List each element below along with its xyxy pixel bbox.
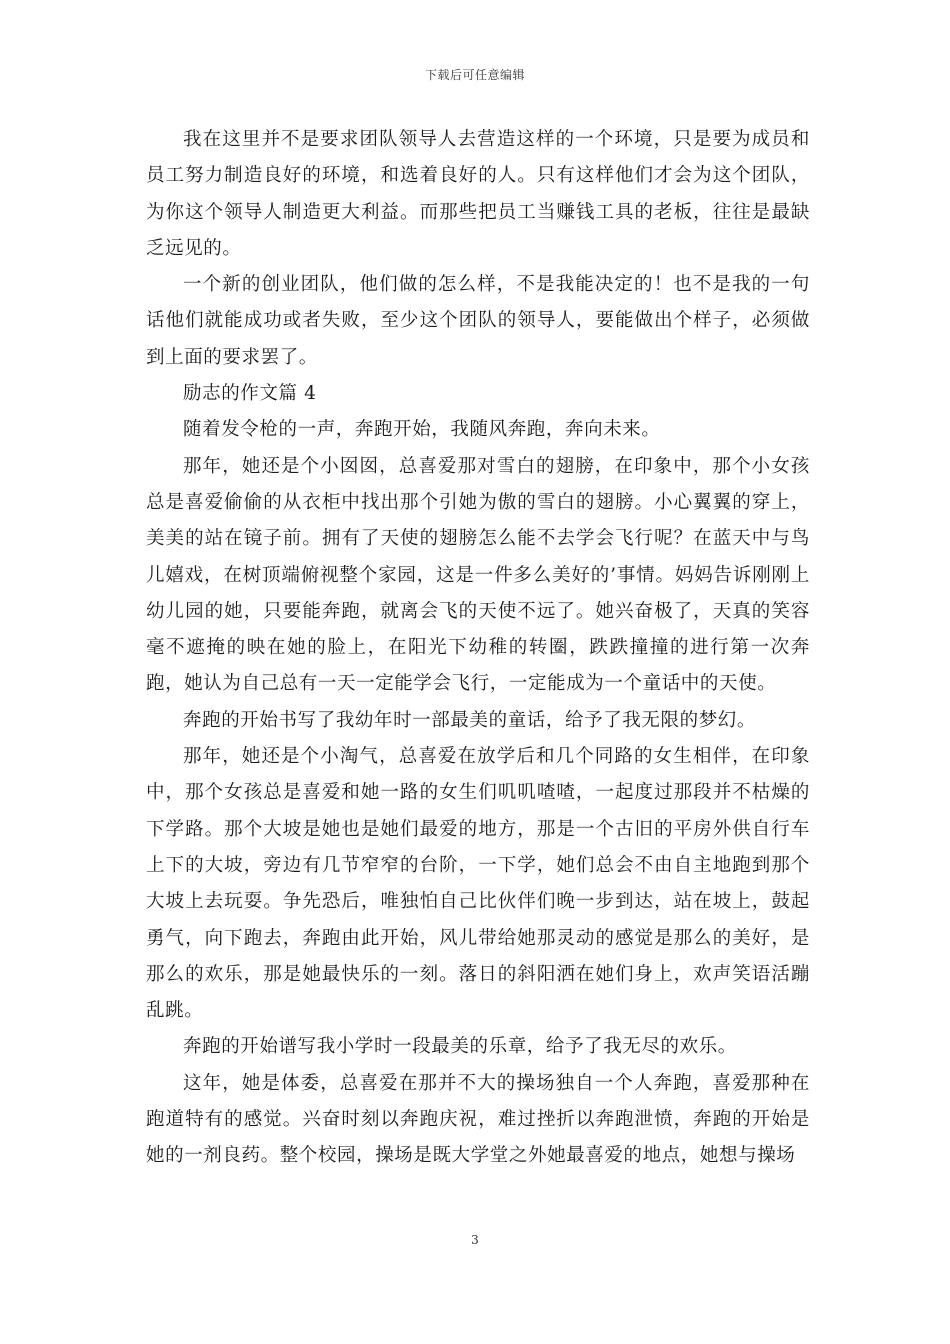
- page-header: 下载后可任意编辑: [424, 68, 525, 82]
- document-body: [146, 122, 810, 1175]
- paragraph: 奔跑的开始书写了我幼年时一部最美的童话，给予了我无限的梦幻。: [183, 709, 757, 731]
- paragraph: 随着发令枪的一声，奔跑开始，我随风奔跑，奔向未来。: [183, 419, 661, 441]
- paragraph: 奔跑的开始谱写我小学时一段最美的乐章，给予了我无尽的欢乐。: [183, 1036, 737, 1058]
- paragraph: 那年，她还是个小囡囡，总喜爱那对雪白的翅膀，在印象中，那个小女孩总是喜爱偷偷的从衣柜中找出那个引她为傲的雪白的翅膀。小心翼翼的穿上，美美的站在镜子前。拥有了天使的翅膀怎么能不去学会飞行呢？在蓝天中与鸟儿嬉戏，在树顶端俯视整个家园，这是一件多么美好的’事情。妈妈告诉刚刚上幼儿园的她，只要能奔跑，就离会飞的天使不远了。她兴奋极了，天真的笑容毫不遮掩的映在她的脸上，在阳光下幼稚的转圈，跌跌撞撞的进行第一次奔跑，她认为自己总有一天一定能学会飞行，一定能成为一个童话中的天使。: [146, 455, 810, 695]
- paragraph: 一个新的创业团队，他们做的怎么样，不是我能决定的！也不是我的一句话他们就能成功或者失败，至少这个团队的领导人，要能做出个样子，必须做到上面的要求罢了。: [146, 274, 810, 368]
- page-number: 3: [471, 1233, 479, 1247]
- paragraph: 这年，她是体委，总喜爱在那并不大的操场独自一个人奔跑，喜爱那种在跑道特有的感觉。兴奋时刻以奔跑庆祝，难过挫折以奔跑泄愤，奔跑的开始是她的一剂良药。整个校园，操场是既大学堂之外她最喜爱的地点，她想与操场: [146, 1072, 810, 1167]
- paragraph: 那年，她还是个小淘气，总喜爱在放学后和几个同路的女生相伴，在印象中，那个女孩总是喜爱和她一路的女生们叽叽喳喳，一起度过那段并不枯燥的下学路。那个大坡是她也是她们最爱的地方，那是一个古旧的平房外供自行车上下的大坡，旁边有几节窄窄的台阶，一下学，她们总会不由自主地跑到那个大坡上去玩耍。争先恐后，唯独怕自己比伙伴们晚一步到达，站在坡上，鼓起勇气，向下跑去，奔跑由此开始，风儿带给她那灵动的感觉是那么的美好，是那么的欢乐，那是她最快乐的一刻。落日的斜阳洒在她们身上，欢声笑语活蹦乱跳。: [146, 746, 810, 1022]
- paragraph: 我在这里并不是要求团队领导人去营造这样的一个环境，只是要为成员和员工努力制造良好的环境，和选着良好的人。只有这样他们才会为这个团队，为你这个领导人制造更大利益。而那些把员工当赚钱工具的老板，往往是最缺乏远见的。: [146, 129, 810, 259]
- section-heading: 励志的作文篇 4: [183, 383, 317, 405]
